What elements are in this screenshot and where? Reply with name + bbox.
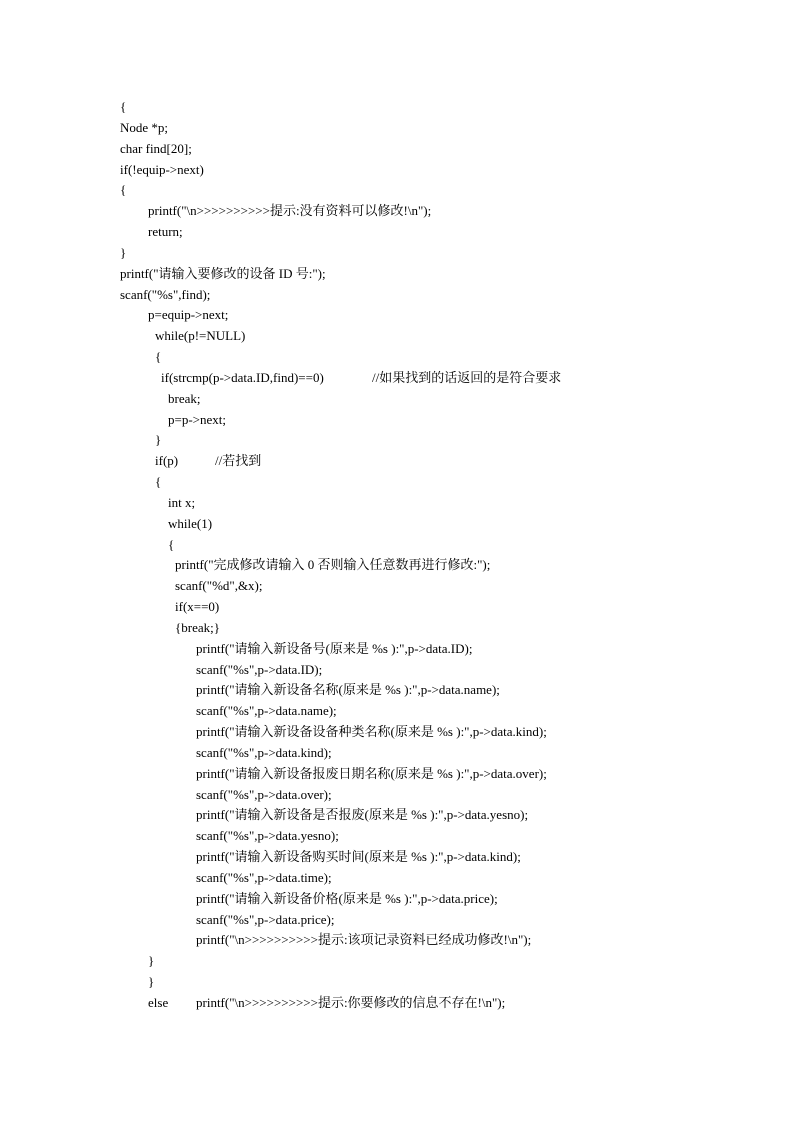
code-line: printf("请输入新设备设备种类名称(原来是 %s ):",p->data.kind); <box>196 724 547 739</box>
code-line: Node *p; <box>120 120 169 135</box>
code-line: scanf("%s",p->data.name); <box>196 703 337 718</box>
code-line: scanf("%s",p->data.time); <box>196 870 332 885</box>
code-line: scanf("%s",p->data.yesno); <box>196 828 339 843</box>
code-line: printf("请输入新设备报废日期名称(原来是 %s ):",p->data.over); <box>196 766 547 781</box>
code-line: { <box>155 474 162 489</box>
code-line: scanf("%s",p->data.kind); <box>196 745 332 760</box>
code-line: if(x==0) <box>175 599 220 614</box>
code-line: { <box>155 349 162 364</box>
code-line: printf("请输入新设备购买时间(原来是 %s ):",p->data.kind); <box>196 849 521 864</box>
code-comment: //如果找到的话返回的是符合要求 <box>372 370 562 385</box>
code-line: int x; <box>168 495 196 510</box>
code-line: while(p!=NULL) <box>155 328 246 343</box>
code-line: } <box>120 245 127 260</box>
code-line: } <box>148 953 155 968</box>
code-line: break; <box>168 391 201 406</box>
code-line: } <box>148 974 155 989</box>
code-line: if(!equip->next) <box>120 162 204 177</box>
code-comment: //若找到 <box>215 453 262 468</box>
code-line: else <box>148 995 169 1010</box>
code-line: printf("请输入新设备名称(原来是 %s ):",p->data.name); <box>196 682 500 697</box>
code-line: scanf("%d",&x); <box>175 578 263 593</box>
code-line: while(1) <box>168 516 213 531</box>
code-line: return; <box>148 224 183 239</box>
code-line: printf("请输入新设备价格(原来是 %s ):",p->data.price); <box>196 891 498 906</box>
code-line: printf("完成修改请输入 0 否则输入任意数再进行修改:"); <box>175 557 491 572</box>
code-line: { <box>168 537 175 552</box>
code-line: scanf("%s",p->data.price); <box>196 912 335 927</box>
code-line: printf("请输入新设备是否报废(原来是 %s ):",p->data.yesno); <box>196 807 529 822</box>
code-line: scanf("%s",p->data.ID); <box>196 662 323 677</box>
code-line: printf("\n>>>>>>>>>>提示:没有资料可以修改!\n"); <box>148 203 432 218</box>
code-line: printf("请输入新设备号(原来是 %s ):",p->data.ID); <box>196 641 473 656</box>
code-line: printf("\n>>>>>>>>>>提示:你要修改的信息不存在!\n"); <box>196 995 506 1010</box>
code-line: if(strcmp(p->data.ID,find)==0) <box>161 370 324 385</box>
code-line: {break;} <box>175 620 220 635</box>
code-line: printf("请输入要修改的设备 ID 号:"); <box>120 266 326 281</box>
code-line: if(p) <box>155 453 179 468</box>
code-line: { <box>120 182 127 197</box>
code-line: p=equip->next; <box>148 307 229 322</box>
code-line: { <box>120 99 127 114</box>
code-line: char find[20]; <box>120 141 192 156</box>
code-line: scanf("%s",p->data.over); <box>196 787 332 802</box>
code-line: scanf("%s",find); <box>120 287 211 302</box>
code-line: p=p->next; <box>168 412 226 427</box>
code-line: printf("\n>>>>>>>>>>提示:该项记录资料已经成功修改!\n"); <box>196 932 532 947</box>
code-line: } <box>155 432 162 447</box>
